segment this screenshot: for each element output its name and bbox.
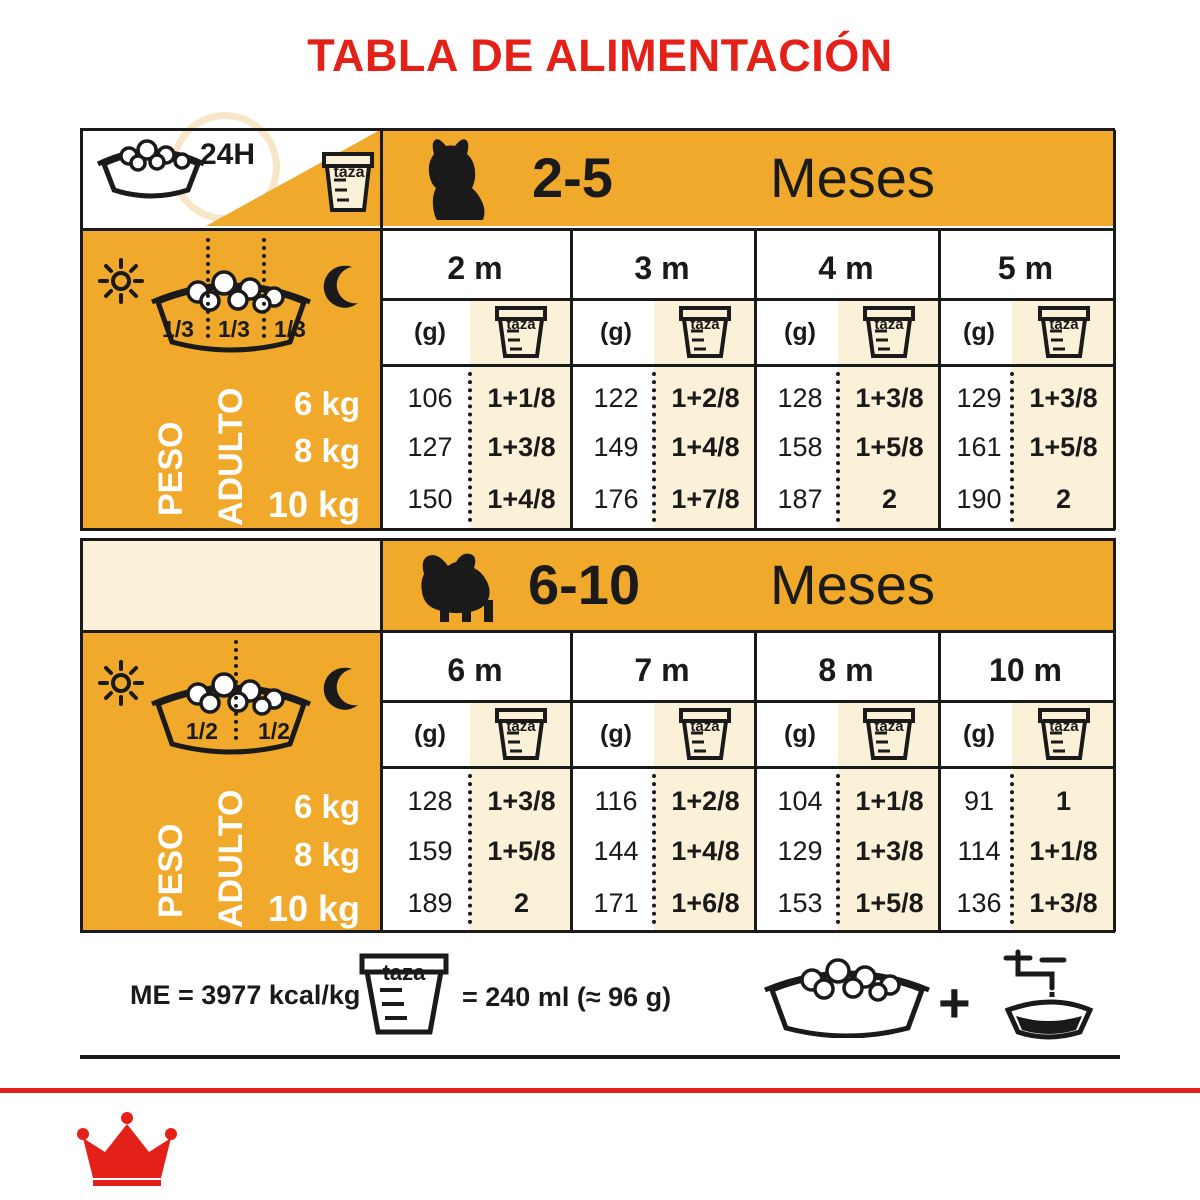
section-2-month-1: 6 m (447, 652, 503, 688)
grid-line (80, 528, 380, 531)
divider-dotted (234, 640, 238, 740)
section-1-unit-cup-4: taza (1049, 316, 1079, 333)
cell: 128 (777, 383, 823, 413)
cell: 136 (956, 888, 1002, 918)
me-value: ME = 3977 kcal/kg (130, 980, 361, 1010)
divider-dotted (262, 238, 266, 338)
moon-icon (322, 265, 362, 309)
grid-line (1113, 130, 1116, 530)
section-1-peso-label: PESO (152, 421, 190, 516)
cell: 128 (407, 786, 453, 816)
section-1-portion-3: 1/3 (274, 316, 306, 342)
page-title: TABLA DE ALIMENTACIÓN (307, 30, 893, 81)
cell: 171 (593, 888, 639, 918)
cell: 1+4/8 (671, 432, 740, 462)
cell: 106 (407, 383, 453, 413)
section-2-unit-cup-3: taza (874, 718, 904, 735)
grid-line (380, 538, 383, 932)
cup-icon (863, 708, 915, 762)
grid-line (380, 700, 1115, 703)
cup-icon (679, 708, 731, 762)
cup-equivalence: = 240 ml (≈ 96 g) (462, 982, 672, 1012)
cup-icon (863, 306, 915, 360)
cell: 1+2/8 (671, 786, 740, 816)
sun-icon (98, 258, 144, 304)
royal-canin-crown-logo (77, 1110, 177, 1188)
section-2-weight-2: 8 kg (293, 836, 360, 873)
section-1-month-2: 3 m (634, 250, 690, 286)
section-1-month-1: 2 m (447, 250, 503, 286)
cell: 1+5/8 (1029, 432, 1098, 462)
grid-line (80, 930, 1115, 933)
section-1-unit-g-2: (g) (600, 318, 632, 346)
moon-icon (322, 667, 362, 711)
section-1-unit-g-3: (g) (784, 318, 816, 346)
footer-divider (80, 1055, 1120, 1059)
grid-line (80, 538, 83, 932)
cell: 1+3/8 (855, 836, 924, 866)
section-1-age: 2-5 (532, 146, 613, 209)
cell: 149 (593, 432, 639, 462)
cell: 1+3/8 (1029, 383, 1098, 413)
cell: 129 (777, 836, 823, 866)
cell: 187 (777, 484, 823, 514)
cell: 1+1/8 (1029, 836, 1098, 866)
cell: 1+3/8 (487, 432, 556, 462)
section-2-unit-g-1: (g) (414, 720, 446, 748)
cup-icon (1038, 708, 1090, 762)
grid-line (1113, 538, 1116, 932)
cup-icon (1038, 306, 1090, 360)
section-2-header-spacer (80, 540, 380, 630)
section-2-unit-cup-4: taza (1049, 718, 1079, 735)
section-1-unit-cup-3: taza (874, 316, 904, 333)
cell: 1+5/8 (855, 888, 924, 918)
cell: 1+3/8 (1029, 888, 1098, 918)
cell: 1 (1055, 786, 1072, 816)
section-1-weight-2: 8 kg (293, 432, 360, 469)
section-2-month-4: 10 m (989, 652, 1062, 688)
dog-bowl-icon (762, 952, 930, 1038)
cell: 189 (407, 888, 453, 918)
cell: 1+3/8 (487, 786, 556, 816)
grid-line (80, 130, 83, 530)
cell: 158 (777, 432, 823, 462)
cell: 144 (593, 836, 639, 866)
section-1-month-4: 5 m (997, 250, 1054, 286)
cup-icon (679, 306, 731, 360)
section-1-portion-1: 1/3 (162, 316, 194, 342)
grid-line (80, 538, 1115, 541)
cell: 91 (963, 786, 995, 816)
cell: 2 (513, 888, 530, 918)
section-2-unit-g-3: (g) (784, 720, 816, 748)
section-2-weight-1: 6 kg (293, 788, 360, 825)
hours-label: 24H (200, 138, 256, 171)
cup-icon (495, 708, 547, 762)
cell: 1+1/8 (855, 786, 924, 816)
cup-icon (322, 152, 374, 214)
grid-line (380, 228, 1115, 231)
dog-bowl-icon (96, 130, 206, 200)
section-1-weight-3: 10 kg (267, 484, 360, 525)
section-2-age-unit: Meses (770, 553, 935, 616)
cell: 150 (407, 484, 453, 514)
section-2-unit-cup-1: taza (506, 718, 536, 735)
cell: 190 (956, 484, 1002, 514)
cell: 159 (407, 836, 453, 866)
section-2-unit-g-4: (g) (963, 720, 995, 748)
cell: 104 (777, 786, 823, 816)
cell: 116 (594, 786, 638, 816)
section-2-weight-3: 10 kg (267, 888, 360, 929)
grid-line (380, 630, 1115, 633)
section-2-portion-1: 1/2 (186, 718, 218, 744)
cell: 127 (407, 432, 453, 462)
cell: 1+3/8 (855, 383, 924, 413)
grid-line (380, 766, 1115, 769)
cell: 1+6/8 (671, 888, 740, 918)
cell: 1+4/8 (671, 836, 740, 866)
dog-standing-icon (418, 548, 514, 624)
cell: 176 (593, 484, 639, 514)
cell: 153 (777, 888, 823, 918)
cup-icon (495, 306, 547, 360)
cell: 1+7/8 (671, 484, 740, 514)
grid-line (80, 630, 380, 633)
grid-line (380, 130, 383, 530)
cell: 1+5/8 (487, 836, 556, 866)
section-1-unit-cup-1: taza (506, 316, 536, 333)
cup-label: taza (333, 164, 365, 181)
cell: 129 (956, 383, 1002, 413)
brand-divider (0, 1088, 1200, 1093)
section-2-adulto-label: ADULTO (212, 789, 250, 928)
cell: 161 (956, 432, 1002, 462)
cell: 2 (881, 484, 898, 514)
section-1-adulto-label: ADULTO (212, 387, 250, 526)
grid-line (80, 128, 1115, 131)
grid-line (380, 298, 1115, 301)
grid-line (80, 228, 380, 231)
water-tap-bowl-icon (984, 948, 1094, 1040)
cell: 114 (957, 836, 1001, 866)
section-1-unit-g-1: (g) (414, 318, 446, 346)
section-2-age: 6-10 (528, 553, 641, 616)
cell: 1+5/8 (855, 432, 924, 462)
section-2-month-3: 8 m (818, 652, 874, 688)
plus-sign: + (938, 971, 971, 1034)
grid-line (380, 528, 1115, 531)
divider-dotted (206, 238, 210, 338)
section-2-portion-2: 1/2 (258, 718, 290, 744)
cell: 2 (1055, 484, 1072, 514)
section-1-unit-cup-2: taza (690, 316, 720, 333)
cell: 1+1/8 (487, 383, 556, 413)
section-1-weight-1: 6 kg (293, 385, 360, 422)
section-2-unit-g-2: (g) (600, 720, 632, 748)
section-1-age-unit: Meses (770, 146, 935, 209)
footer-cup-label: taza (382, 960, 426, 985)
sun-icon (98, 660, 144, 706)
section-1-month-3: 4 m (818, 250, 874, 286)
section-2-month-2: 7 m (634, 652, 690, 688)
section-1-portion-2: 1/3 (218, 316, 250, 342)
grid-line (380, 364, 1115, 367)
section-1-unit-g-4: (g) (963, 318, 995, 346)
puppy-sitting-icon (420, 136, 504, 222)
section-2-peso-label: PESO (152, 823, 190, 918)
section-2-unit-cup-2: taza (690, 718, 720, 735)
cell: 1+2/8 (671, 383, 740, 413)
cell: 1+4/8 (487, 484, 556, 514)
cell: 122 (593, 383, 639, 413)
